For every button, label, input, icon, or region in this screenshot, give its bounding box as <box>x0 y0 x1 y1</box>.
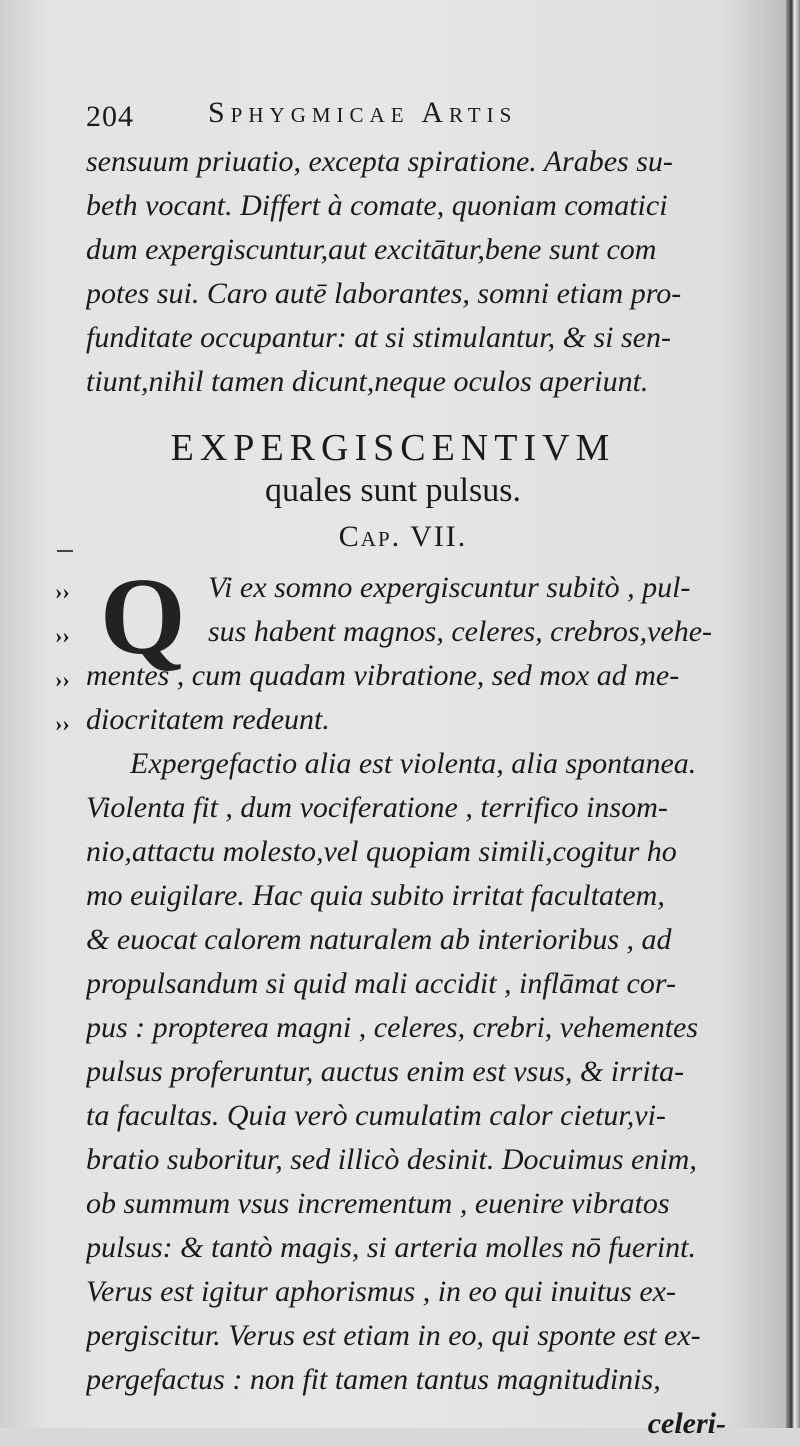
catchword: celeri- <box>647 1407 726 1440</box>
text-line: pergiscitur. Verus est etiam in eo, qui sponte est ex- <box>86 1319 701 1352</box>
drop-cap: Q <box>100 555 186 677</box>
text-block-intro <box>86 140 736 404</box>
text-line: tiunt,nihil tamen dicunt,neque oculos aperiunt. <box>86 365 649 398</box>
text-line: dum expergiscuntur,aut excitātur,bene sunt com <box>86 233 657 266</box>
chapter-title: EXPERGISCENTIVM <box>170 427 616 469</box>
margin-rule <box>57 550 73 552</box>
text-line: pulsus proferuntur, auctus enim est vsus, & irrita- <box>86 1055 685 1088</box>
chapter-number: Cap. VII. <box>338 520 468 553</box>
text-line: Verus est igitur aphorismus , in eo qui inuitus ex- <box>86 1275 676 1308</box>
text-line: beth vocant. Differt à comate, quoniam comatici <box>86 189 668 222</box>
text-block-aphorism <box>86 555 736 742</box>
page-number: 204 <box>86 100 134 133</box>
margin-quote-marks <box>55 570 85 746</box>
text-line: & euocat calorem naturalem ab interioribus , ad <box>86 923 672 956</box>
margin-mark: ›› <box>55 579 70 604</box>
page-edge <box>786 0 800 1428</box>
running-title: Sphygmicae Artis <box>208 96 518 129</box>
margin-mark: ›› <box>55 711 70 736</box>
text-line: pergefactus : non fit tamen tantus magnitudinis, <box>86 1363 661 1396</box>
text-line: ob summum vsus incrementum , euenire vibratos <box>86 1187 670 1220</box>
text-line: sus habent magnos, celeres, crebros,vehe- <box>208 615 713 648</box>
text-block-commentary <box>86 742 736 1446</box>
text-line: mentes , cum quadam vibratione, sed mox ad me- <box>86 659 680 692</box>
text-line: sensuum priuatio, excepta spiratione. Arabes su- <box>86 145 673 178</box>
text-line: mo euigilare. Hac quia subito irritat facultatem, <box>86 879 665 912</box>
text-line: potes sui. Caro autē laborantes, somni etiam pro- <box>86 277 682 310</box>
text-line: pulsus: & tantò magis, si arteria molles nō fuerint. <box>86 1231 697 1264</box>
text-line: Violenta fit , dum vociferatione , terrifico insom- <box>86 791 668 824</box>
margin-mark: ›› <box>55 667 70 692</box>
text-line: nio,attactu molesto,vel quopiam simili,cogitur ho <box>86 835 677 868</box>
text-line: bratio suboritur, sed illicò desinit. Docuimus enim, <box>86 1143 697 1176</box>
margin-mark: ›› <box>55 623 70 648</box>
text-line: pus : propterea magni , celeres, crebri, vehementes <box>86 1011 699 1044</box>
text-line: funditate occupantur: at si stimulantur, & si sen- <box>86 321 671 354</box>
text-line: diocritatem redeunt. <box>86 703 330 736</box>
text-line: Expergefactio alia est violenta, alia spontanea. <box>130 747 697 780</box>
text-line: ta facultas. Quia verò cumulatim calor cietur,vi- <box>86 1099 666 1132</box>
chapter-subtitle: quales sunt pulsus. <box>265 472 521 509</box>
page-header <box>86 96 686 136</box>
text-line: Vi ex somno expergiscuntur subitò , pul- <box>208 571 691 604</box>
text-line: propulsandum si quid mali accidit , inflāmat cor- <box>86 967 676 1000</box>
